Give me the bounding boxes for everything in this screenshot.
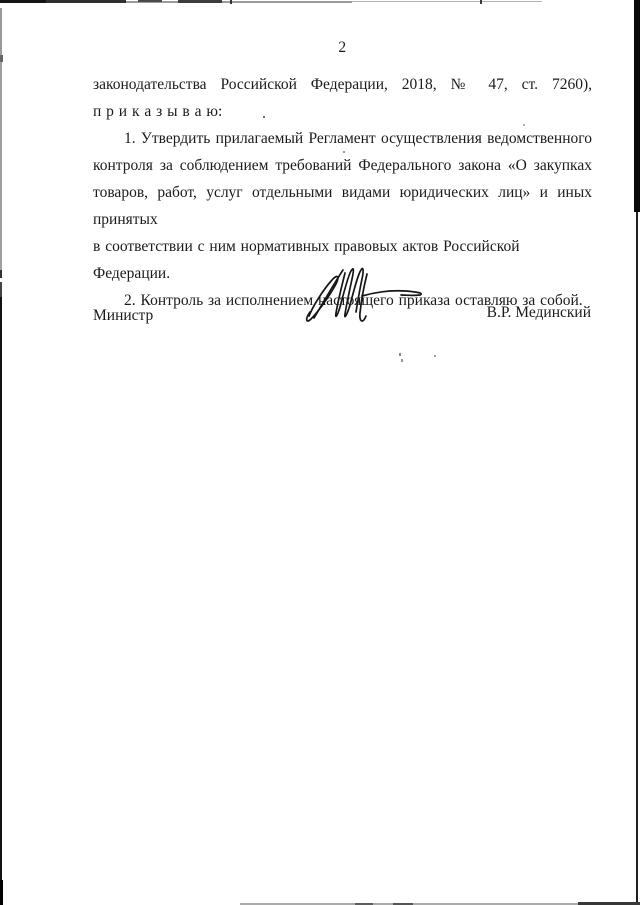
scan-artifact-top-edge	[230, 0, 232, 4]
scan-artifact-left-edge	[0, 55, 3, 62]
scan-artifact-bottom-edge	[240, 903, 640, 905]
body-line-item2: 2. Контроль за исполнением настоящего приказа оставляю за собой.	[124, 292, 583, 309]
signature-role-label: Министр	[93, 307, 154, 324]
scan-artifact-top-edge	[46, 0, 126, 3]
body-line-item1-l2: контроля за соблюдением требований Федерального закона «О закупках	[93, 157, 592, 174]
body-line-item1-l1: 1. Утвердить прилагаемый Регламент осуществления ведомственного	[124, 130, 592, 147]
scan-artifact-top-edge	[0, 0, 46, 3]
scan-artifact-left-edge	[0, 282, 2, 297]
signature-name-label: В.Р. Мединский	[486, 304, 591, 321]
scan-artifact-left-edge	[0, 270, 2, 278]
scan-artifact-left-edge	[0, 297, 2, 880]
scan-artifact-left-edge	[0, 880, 3, 905]
scan-artifact-top-edge	[178, 0, 222, 3]
scan-artifact-top-edge	[352, 1, 542, 2]
scan-artifact-top-edge	[480, 0, 482, 4]
scan-speck	[399, 353, 401, 356]
body-line-continuation: законодательства Российской Федерации, 2018, № 47, ст. 7260),	[93, 76, 592, 93]
scan-artifact-left-edge	[0, 62, 2, 270]
page-number: 2	[338, 39, 347, 56]
scan-artifact-top-edge	[138, 0, 162, 2]
scan-artifact-top-edge	[126, 1, 352, 3]
body-line-item1-l4: в соответствии с ним нормативных правовых актов Российской Федерации.	[93, 238, 520, 282]
scan-artifact-right-edge	[636, 212, 638, 905]
scan-artifact-left-edge	[0, 8, 2, 55]
scan-artifact-right-edge	[634, 0, 640, 212]
scan-speck	[401, 359, 403, 362]
body-line-item1-l3: товаров, работ, услуг отдельными видами юридических лиц» и иных принятых	[93, 184, 592, 228]
scan-speck	[434, 355, 436, 357]
body-line-prikazyvayu: п р и к а з ы в а ю:	[93, 103, 223, 120]
handwritten-signature-icon	[296, 263, 436, 327]
